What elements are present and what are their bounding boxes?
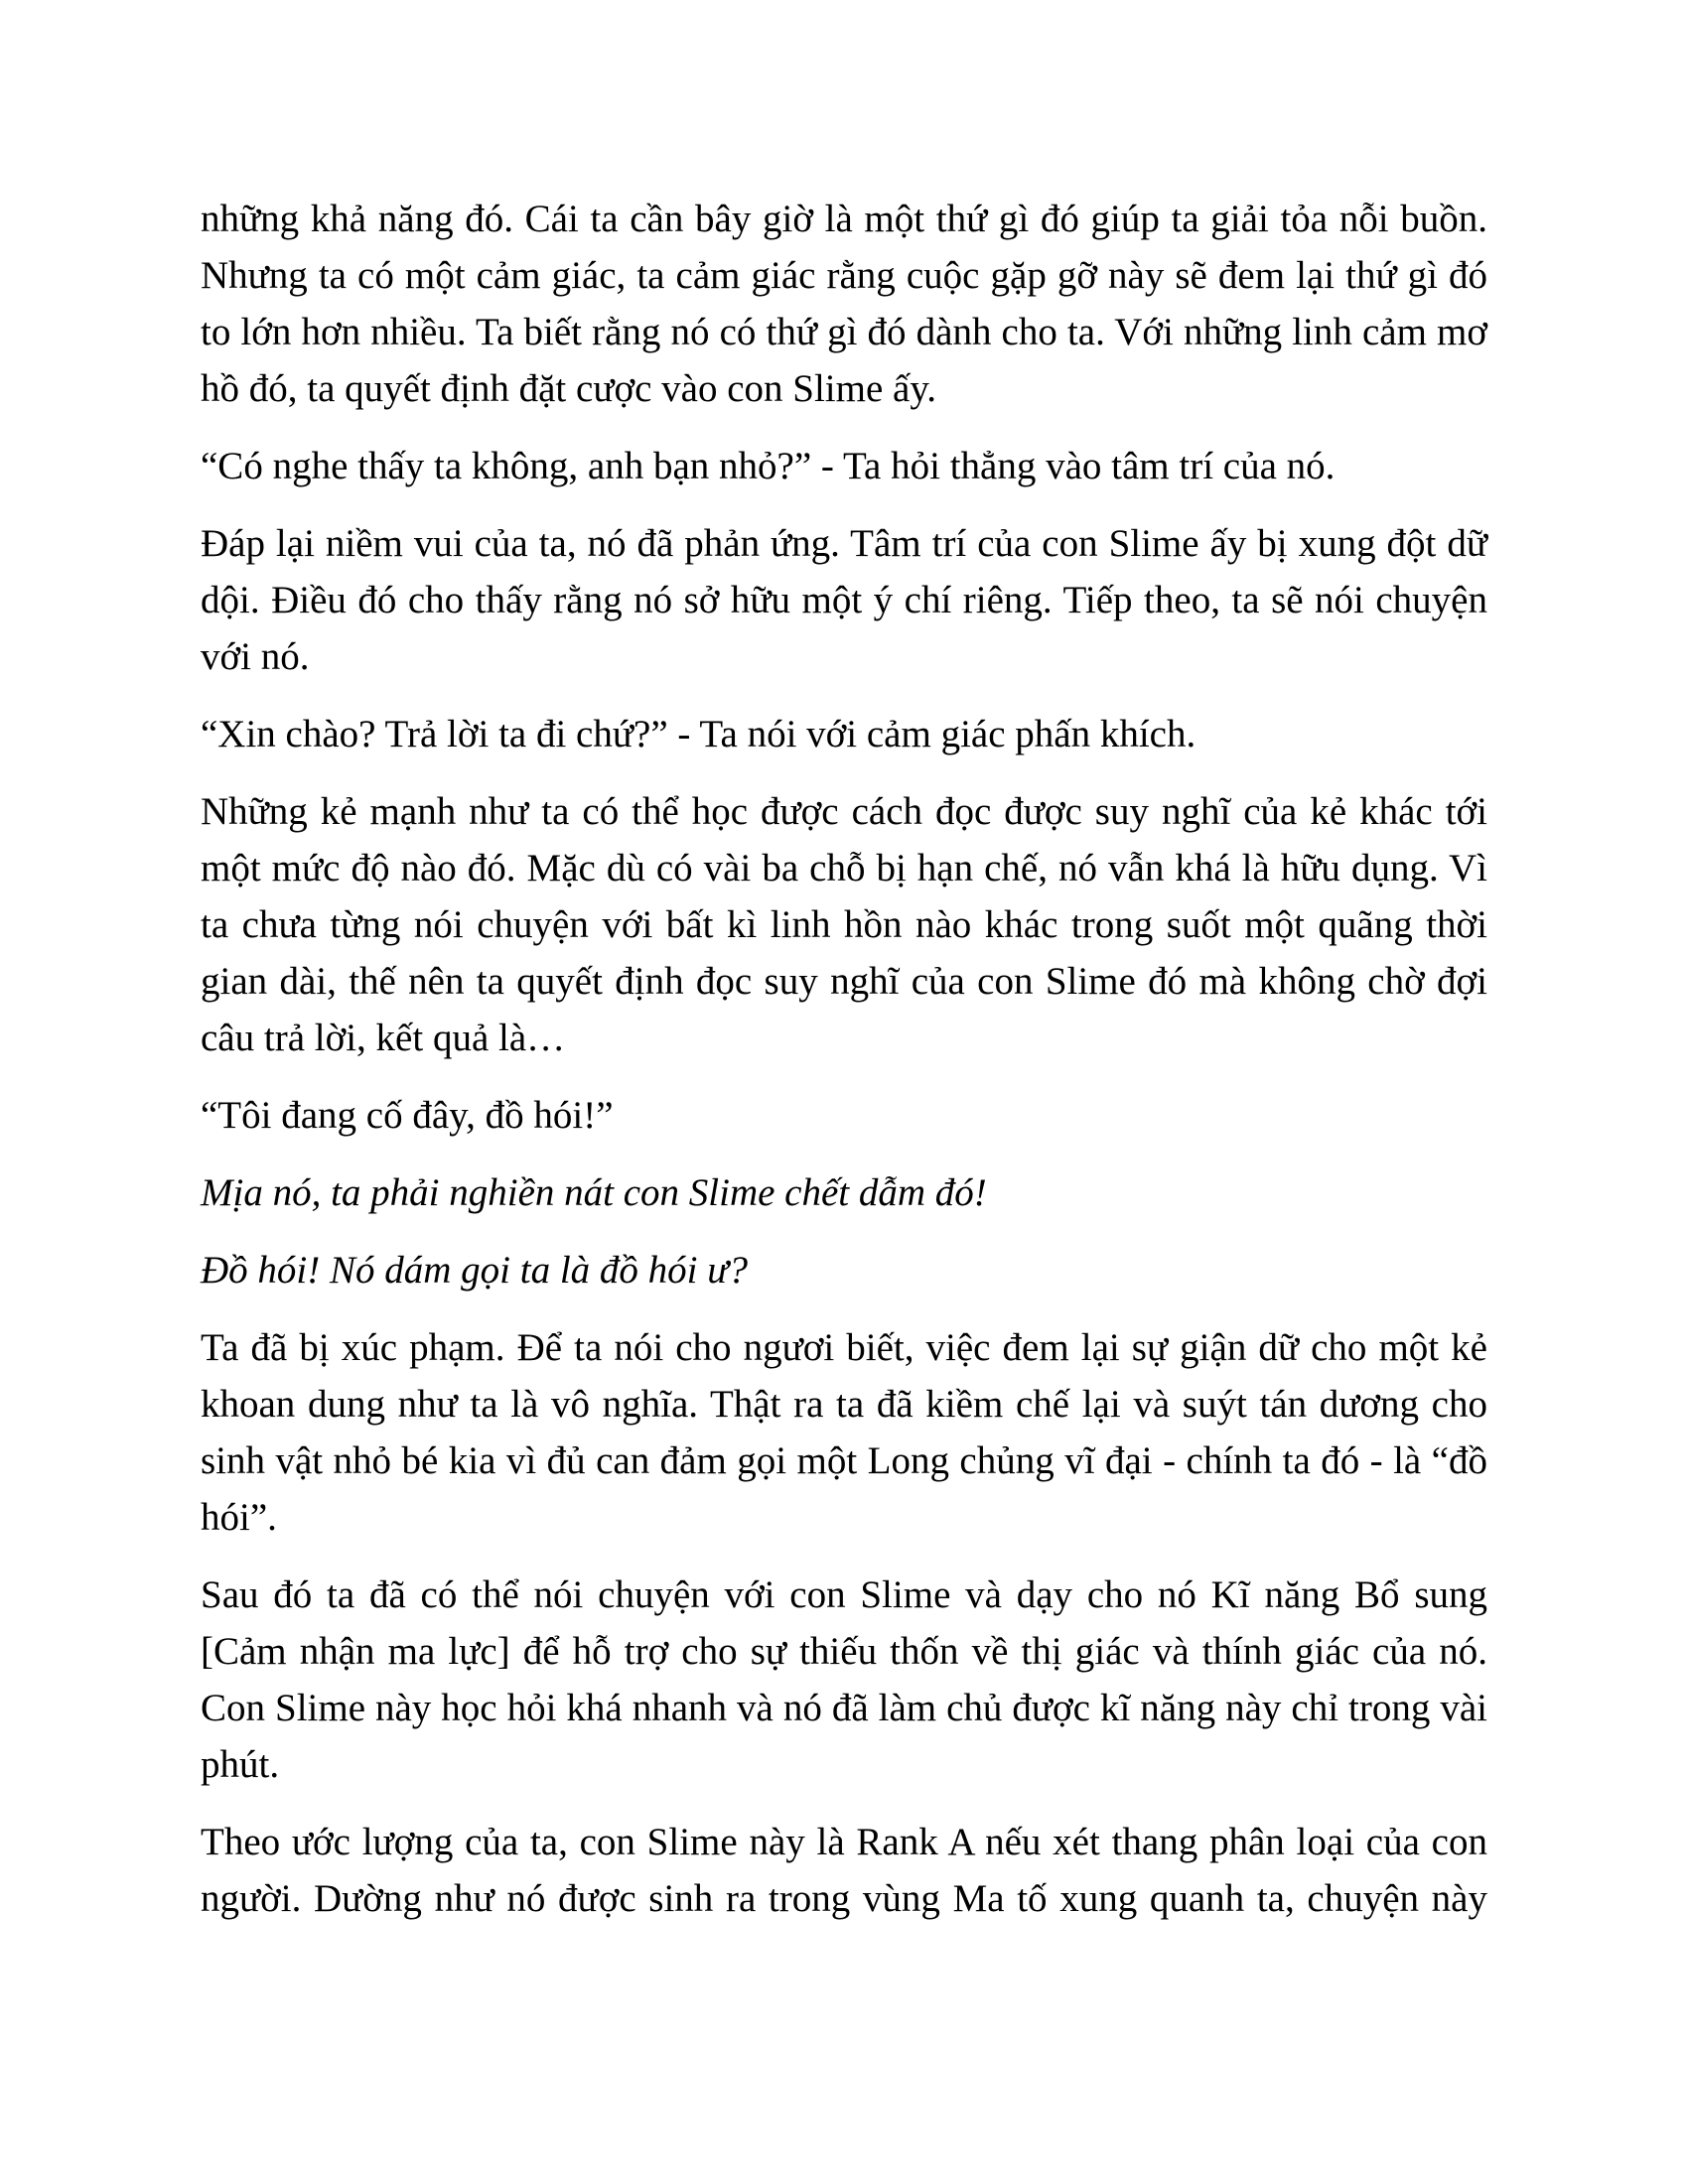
paragraph: Theo ước lượng của ta, con Slime này là Rank A nếu xét thang phân loại của con người. Dường như nó được sinh ra trong vùng Ma tố xung quanh ta, chuyện này: [201, 1821, 1487, 1920]
paragraph: “Xin chào? Trả lời ta đi chứ?” - Ta nói với cảm giác phấn khích.: [201, 713, 1196, 755]
paragraph: Sau đó ta đã có thể nói chuyện với con Slime và dạy cho nó Kĩ năng Bổ sung [Cảm nhận ma lực] để hỗ trợ cho sự thiếu thốn về thị giác và thính giác của nó. Con Slime này học hỏi khá nhanh và nó đã làm chủ được kĩ năng này chỉ trong vài phút.: [201, 1573, 1487, 1786]
paragraph: Những kẻ mạnh như ta có thể học được cách đọc được suy nghĩ của kẻ khác tới một mức độ nào đó. Mặc dù có vài ba chỗ bị hạn chế, nó vẫn khá là hữu dụng. Vì ta chưa từng nói chuyện với bất kì linh hồn nào khác trong suốt một quãng thời gian dài, thế nên ta quyết định đọc suy nghĩ của con Slime đó mà không chờ đợi câu trả lời, kết quả là…: [201, 790, 1487, 1059]
paragraph: Ta đã bị xúc phạm. Để ta nói cho ngươi biết, việc đem lại sự giận dữ cho một kẻ khoan dung như ta là vô nghĩa. Thật ra ta đã kiềm chế lại và suýt tán dương cho sinh vật nhỏ bé kia vì đủ can đảm gọi một Long chủng vĩ đại - chính ta đó - là “đồ hói”.: [201, 1326, 1487, 1539]
paragraph: những khả năng đó. Cái ta cần bây giờ là một thứ gì đó giúp ta giải tỏa nỗi buồn. Nhưng ta có một cảm giác, ta cảm giác rằng cuộc gặp gỡ này sẽ đem lại thứ gì đó to lớn hơn nhiều. Ta biết rằng nó có thứ gì đó dành cho ta. Với những linh cảm mơ hồ đó, ta quyết định đặt cược vào con Slime ấy.: [201, 198, 1487, 410]
paragraph: Mịa nó, ta phải nghiền nát con Slime chết dẫm đó!: [201, 1171, 987, 1214]
paragraph: “Có nghe thấy ta không, anh bạn nhỏ?” - Ta hỏi thẳng vào tâm trí của nó.: [201, 445, 1336, 487]
paragraph: Đồ hói! Nó dám gọi ta là đồ hói ư?: [201, 1249, 749, 1292]
paragraph: Đáp lại niềm vui của ta, nó đã phản ứng. Tâm trí của con Slime ấy bị xung đột dữ dội. Điều đó cho thấy rằng nó sở hữu một ý chí riêng. Tiếp theo, ta sẽ nói chuyện với nó.: [201, 522, 1487, 678]
document-text-body: [201, 191, 1487, 1948]
paragraph: “Tôi đang cố đây, đồ hói!”: [201, 1094, 614, 1137]
